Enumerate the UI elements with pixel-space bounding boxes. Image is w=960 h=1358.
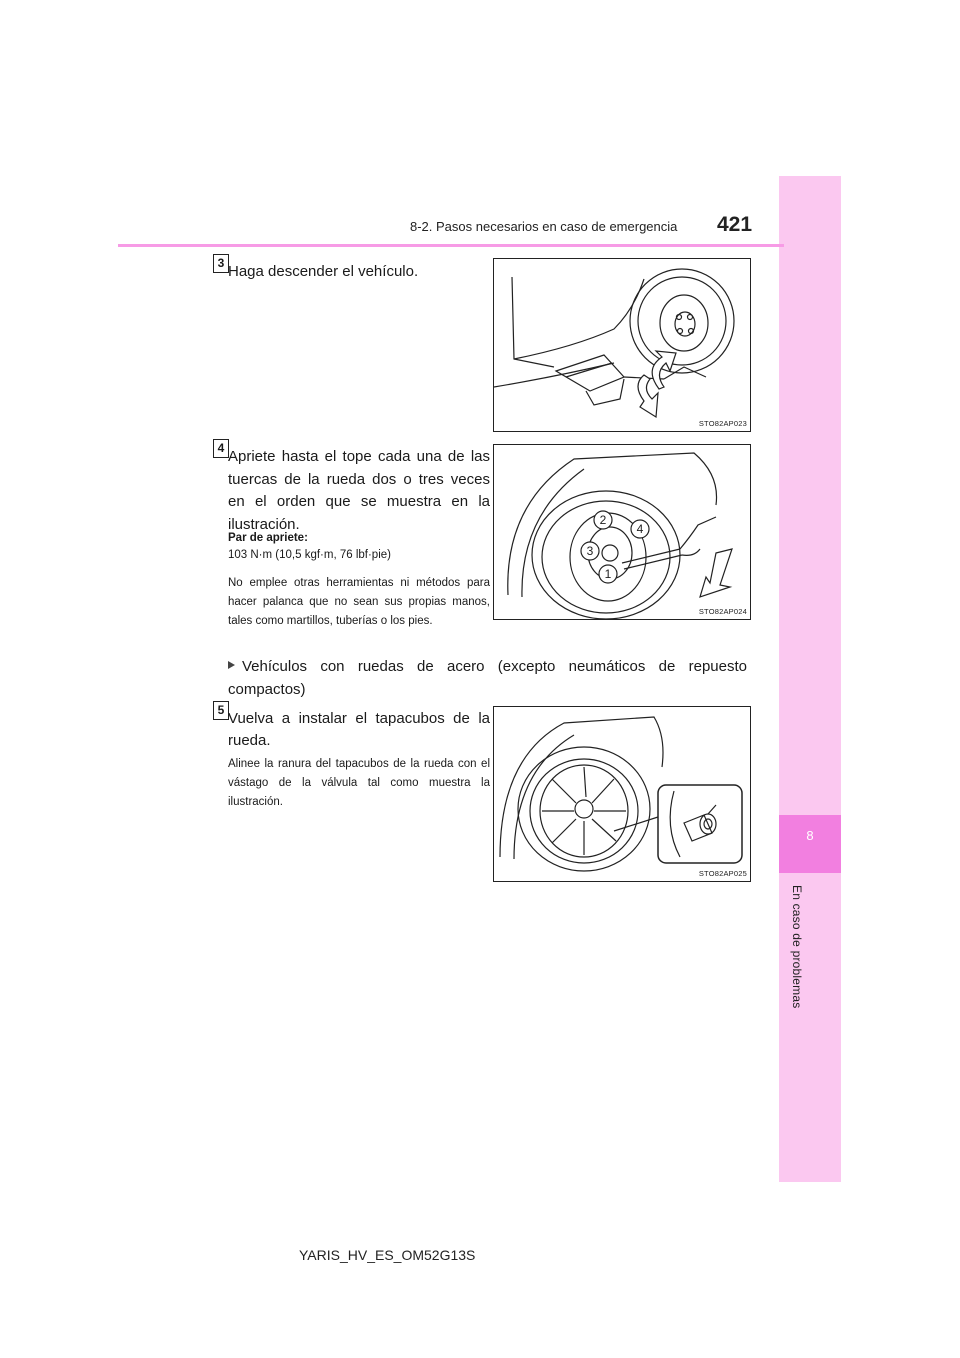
image-code: STO82AP023 bbox=[698, 419, 747, 428]
chapter-number: 8 bbox=[806, 828, 814, 843]
document-code: YARIS_HV_ES_OM52G13S bbox=[299, 1247, 476, 1263]
chapter-title: En caso de problemas bbox=[790, 885, 804, 1009]
step-3-text: Haga descender el vehículo. bbox=[228, 263, 419, 280]
nut-label: 3 bbox=[586, 544, 594, 558]
section-title: 8-2. Pasos necesarios en caso de emergencia bbox=[410, 219, 678, 234]
step-5-text: Vuelva a instalar el tapacubos de la rueda. bbox=[228, 710, 490, 749]
side-tab-chapter-marker bbox=[779, 815, 841, 873]
illustration-wheel-cover bbox=[493, 706, 751, 882]
nut-label: 2 bbox=[599, 513, 607, 527]
side-tab bbox=[779, 176, 841, 1182]
step-5-note: Alinee la ranura del tapacubos de la rueda con el vástago de la válvula tal como muestra la ilustración. bbox=[228, 758, 490, 808]
nut-label: 1 bbox=[604, 567, 612, 581]
nut-label: 4 bbox=[636, 522, 644, 536]
torque-value: 103 N·m (10,5 kgf·m, 76 lbf·pie) bbox=[228, 549, 391, 561]
step-badge-4: 4 bbox=[213, 439, 229, 458]
torque-label: Par de apriete: bbox=[228, 532, 308, 544]
step-4-text: Apriete hasta el tope cada una de las tuercas de la rueda dos o tres veces en el orden que se muestra en la ilustración. bbox=[228, 448, 490, 533]
step-badge-3: 3 bbox=[213, 254, 229, 273]
step-badge-5: 5 bbox=[213, 701, 229, 720]
page-number: 421 bbox=[717, 213, 753, 236]
subheading: Vehículos con ruedas de acero (excepto neumáticos de repuesto compactos) bbox=[228, 658, 747, 698]
step-4-note: No emplee otras herramientas ni métodos para hacer palanca que no sean sus propias manos, tales como martillos, tuberías o los pies. bbox=[228, 577, 490, 627]
header-rule bbox=[118, 244, 784, 247]
illustration-tighten-nuts bbox=[493, 444, 751, 620]
illustration-lower-vehicle bbox=[493, 258, 751, 432]
image-code: STO82AP024 bbox=[698, 607, 747, 616]
image-code: STO82AP025 bbox=[698, 869, 747, 878]
